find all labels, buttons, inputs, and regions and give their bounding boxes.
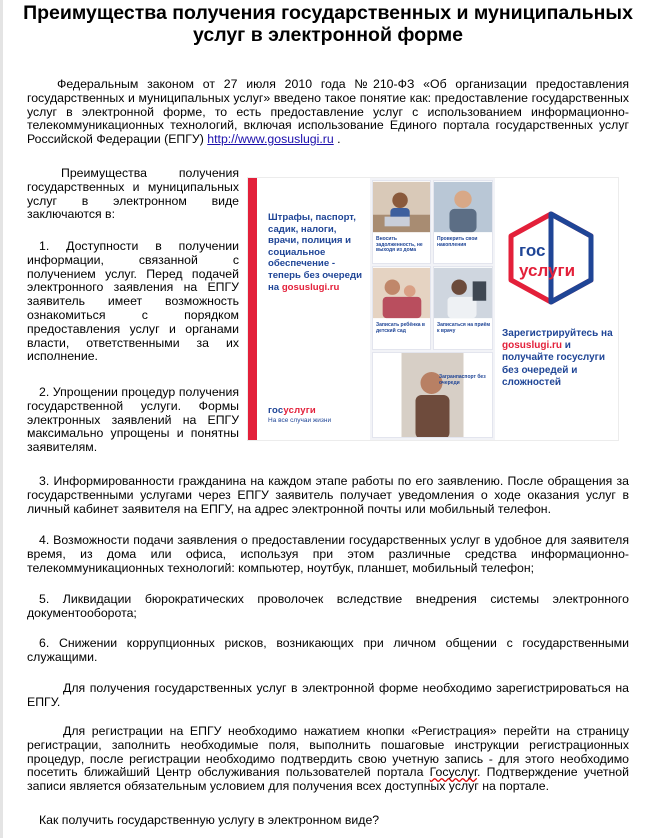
- svg-text:гос: гос: [519, 241, 546, 260]
- registration-paragraph: Для регистрации на ЕПГУ необходимо нажатием кнопки «Регистрация» перейти на страницу регистрации, заполнить необходимые поля, выполнить пошаговые инструкции регистрационных процедур, после регистрации необходимо подтвердить свою учетную запись - для этого необходимо посетить ближайший Центр обслуживания пользователей портала Госуслуг. Подтверждение учетной записи является обязательным условием для получения всех доступных услуг на портале.: [27, 724, 629, 794]
- doctor-photo-icon: [434, 267, 492, 319]
- gosuslugi-banner: [247, 177, 619, 441]
- banner-tagline: Штрафы, паспорт, садик, налоги, врачи, полиция и социальное обеспечение - теперь без очереди на gosuslugi.ru: [268, 212, 362, 293]
- banner-slogan: На все случаи жизни: [268, 417, 332, 424]
- banner-right-panel: [495, 178, 619, 440]
- photo-tile-5: Загранпаспорт без очереди: [372, 352, 493, 438]
- photo-tile-2: Проверить свои накопления: [433, 180, 493, 264]
- advantage-item-2: 2. Упрощении процедур получения государственной услуги. Формы электронных заявлений на ЕПГУ максимально упрощены и понятны заявителям.: [27, 385, 239, 455]
- gosuslugi-logo-icon: [503, 210, 599, 306]
- banner-tagline-site: gosuslugi.ru: [281, 281, 340, 293]
- advantage-item-5: 5. Ликвидации бюрократических проволочек вследствие внедрения системы электронного документооборота;: [27, 592, 629, 620]
- page-edge: [0, 0, 3, 838]
- banner-cta-text: Зарегистрируйтесь на gosuslugi.ru и получайте госуслуги без очередей и сложностей: [502, 328, 613, 388]
- man-photo-icon: [434, 181, 492, 233]
- advantage-item-1: 1. Доступности в получении информации, связанной с получением услуг. Перед подачей электронного заявления на ЕПГУ заявитель имеет возможность ознакомиться с порядком предоставления услуг и органами власти, ответственными за их исполнение.: [27, 239, 239, 364]
- banner-red-stripe: [248, 178, 257, 440]
- photo-tile-4: Записаться на приём к врачу: [433, 266, 493, 350]
- page-title: [20, 2, 636, 46]
- intro-text: Федеральным законом от 27 июля 2010 года №210-ФЗ «Об организации предоставления государственных и муниципальных услуг» введено такое понятие как: предоставление государственных услуг в электронной форме, то есть предоставление услуг с использованием информационно-телекоммуникационных технологий, включая использование Единого портала государственных услуг Российской Федерации (ЕПГУ): [27, 77, 629, 147]
- family-photo-icon: [373, 267, 430, 319]
- advantage-item-6: 6. Снижении коррупционных рисков, возникающих при личном общении с государственными служащими.: [27, 636, 629, 664]
- spellcheck-marked-word: Госуслуг: [429, 765, 477, 780]
- register-note: Для получения государственных услуг в электронной форме необходимо зарегистрироваться на ЕПГУ.: [27, 681, 629, 709]
- title-line-1: Преимущества получения государственных и муниципальных: [23, 2, 633, 24]
- photo-tile-1: Вносить задолженность, не выходя из дома: [372, 180, 431, 264]
- question-line: Как получить государственную услугу в электронном виде?: [39, 813, 380, 827]
- banner-brand-small: госуслуги На все случаи жизни: [268, 405, 372, 424]
- gosuslugi-link[interactable]: http://www.gosuslugi.ru: [207, 132, 334, 147]
- advantages-intro: Преимущества получения государственных и муниципальных услуг в электронном виде заключаются в:: [27, 166, 239, 222]
- intro-paragraph: [27, 78, 629, 147]
- intro-tail: .: [333, 132, 341, 147]
- photo-tile-3: Записать ребёнка в детский сад: [372, 266, 431, 350]
- woman-laptop-photo-icon: [373, 181, 430, 233]
- banner-photo-collage: [370, 178, 495, 440]
- advantage-item-4: 4. Возможности подачи заявления о предоставлении государственных услуг в удобное для заявителя время, из дома или офиса, используя при этом различные средства информационно-телекоммуникационных технологий: компьютер, ноутбук, планшет, мобильный телефон;: [27, 533, 629, 575]
- svg-text:услуги: услуги: [519, 261, 576, 280]
- advantage-item-3: 3. Информированности гражданина на каждом этапе работы по его заявлению. После обращения за государственными услугами через ЕПГУ заявитель получает уведомления о ходе оказания услуг в личный кабинет заявителя на ЕПГУ, на адрес электронной почты или мобильный телефон.: [27, 474, 629, 516]
- traveler-photo-icon: [373, 353, 492, 438]
- title-line-2: услуг в электронной форме: [192, 24, 464, 46]
- banner-left-panel: [257, 178, 370, 440]
